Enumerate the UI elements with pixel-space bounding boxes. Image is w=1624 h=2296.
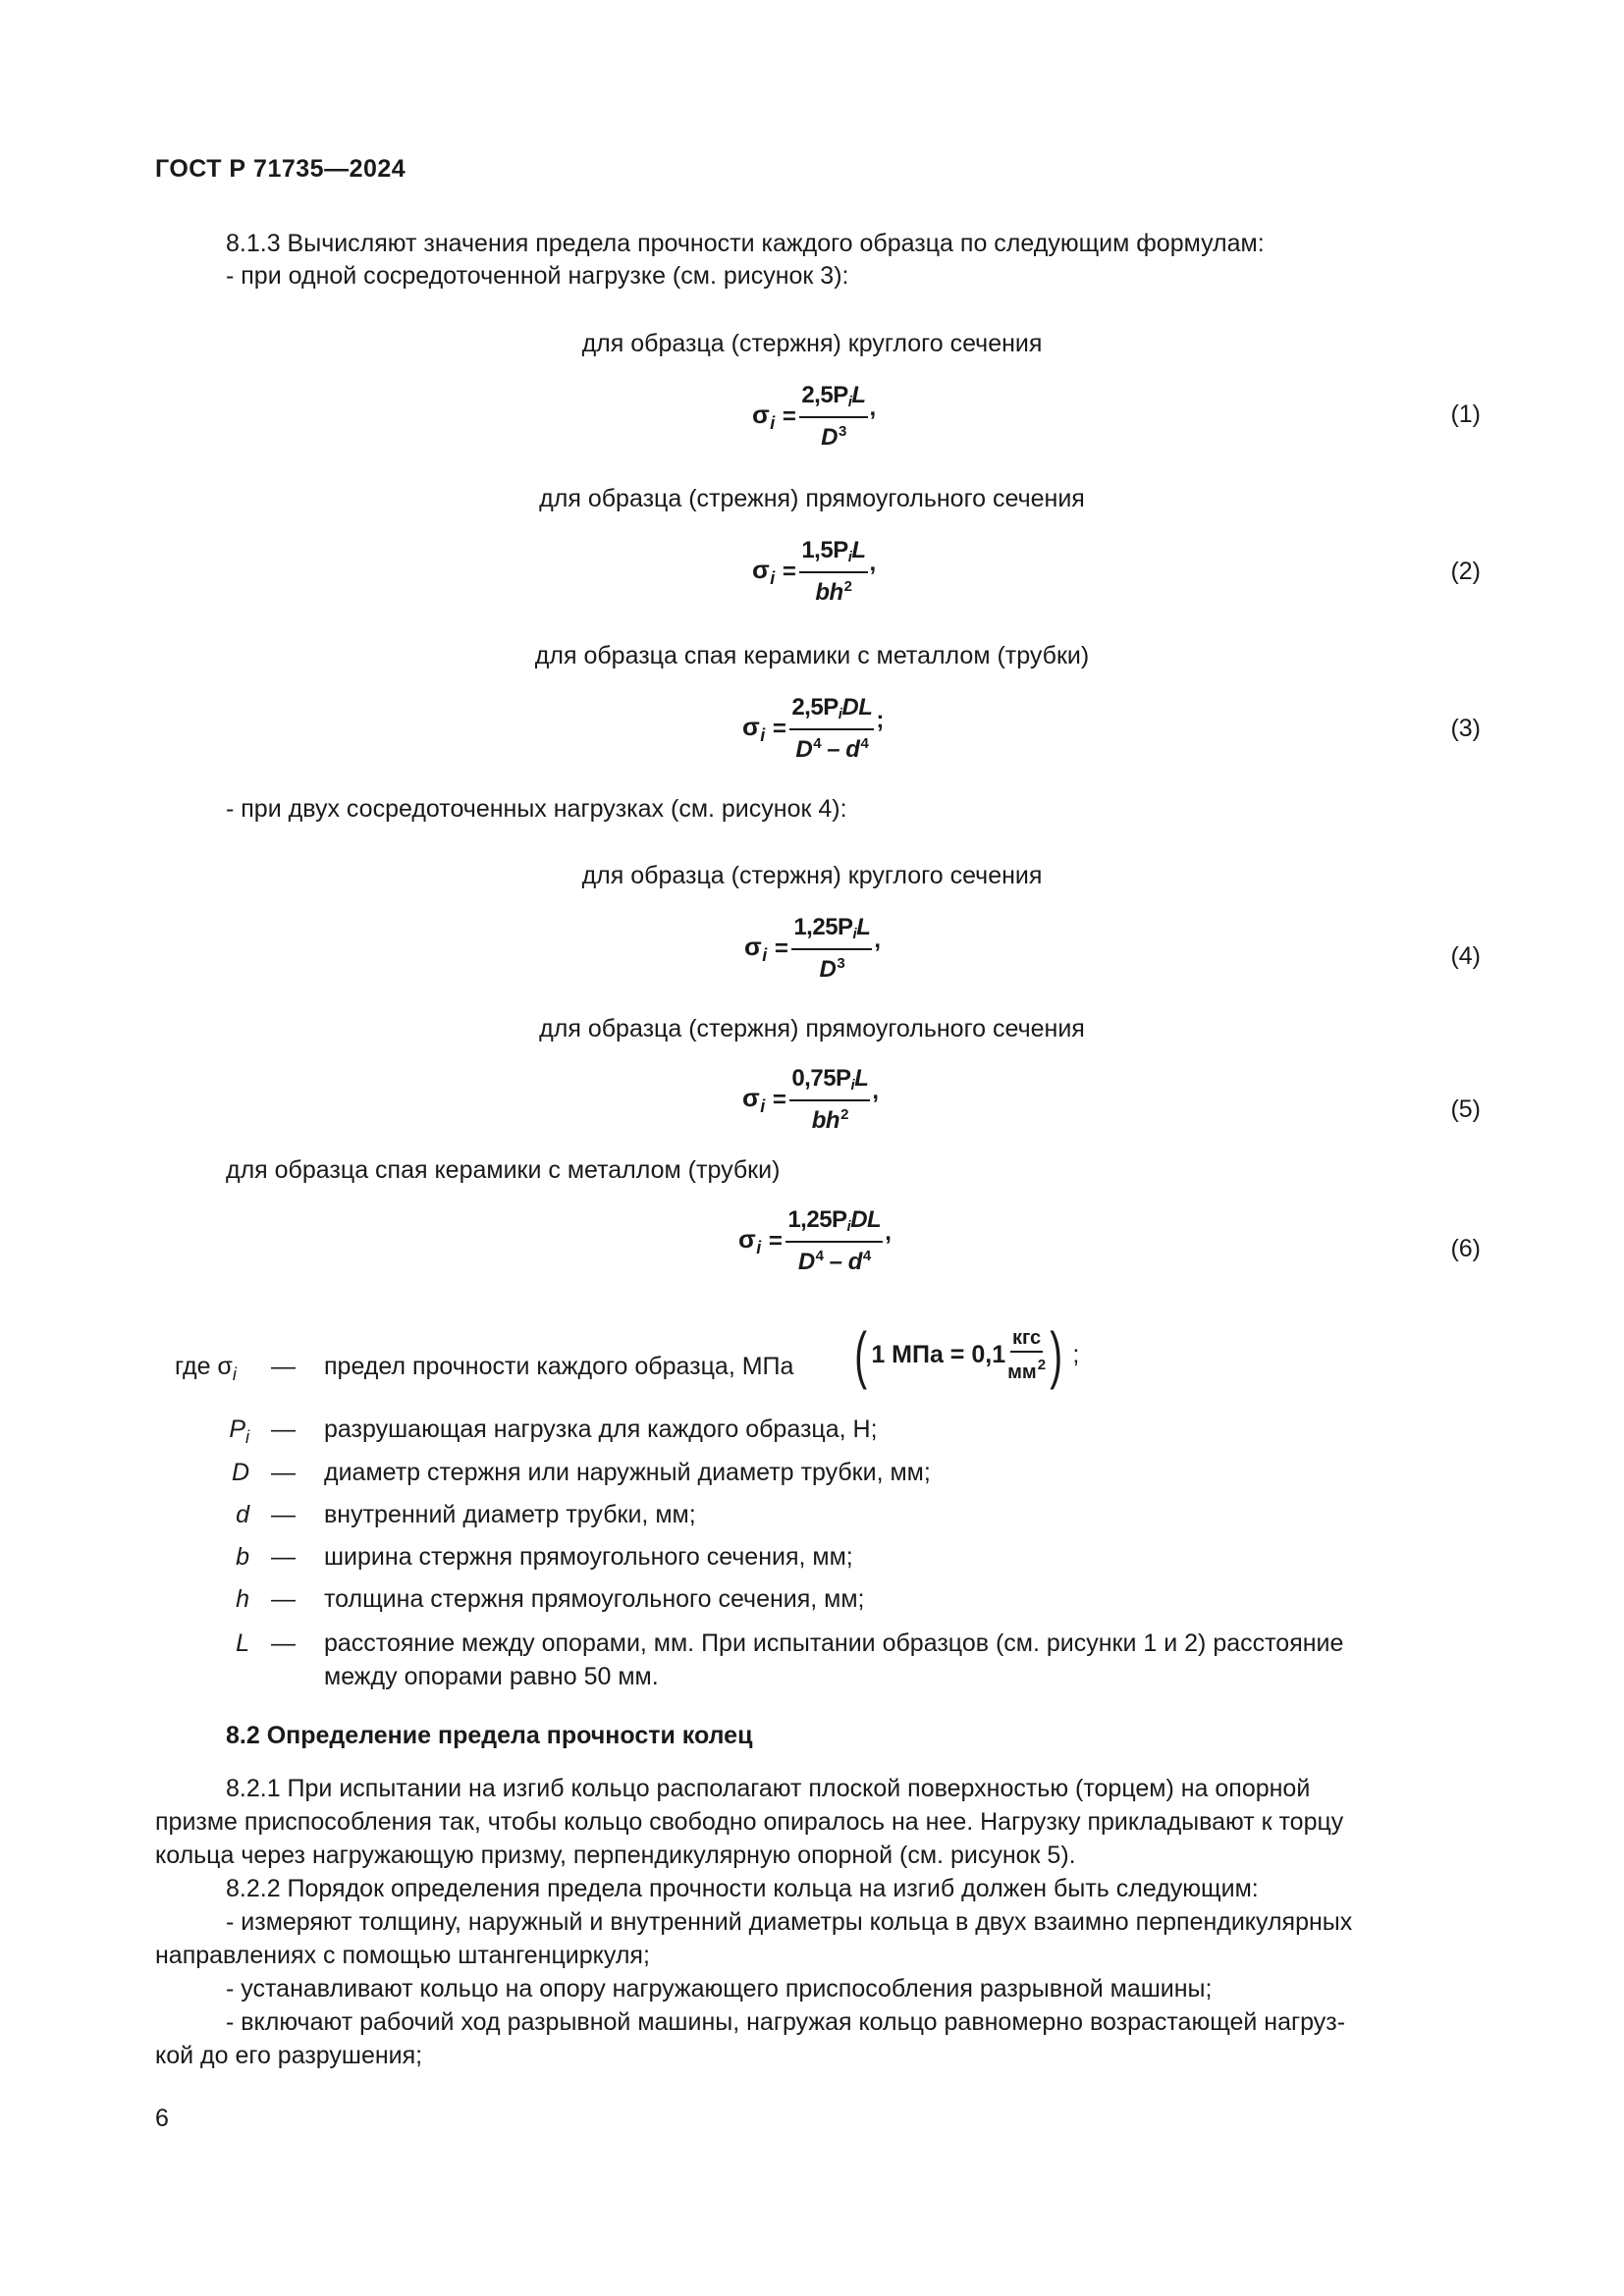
def-h: толщина стержня прямоугольного сечения, мм;	[324, 1585, 865, 1613]
where-sigma-def: предел прочности каждого образца, МПа	[324, 1353, 794, 1380]
formula-6-caption: для образца спая керамики с металлом (трубки)	[226, 1156, 781, 1184]
formula-1-caption: для образца (стержня) круглого сечения	[581, 330, 1043, 357]
formula-5: $\sigma_i$ = $\frac{0,75P_iL}{bh^2}$ ,	[742, 1065, 879, 1134]
symbol-d: d	[236, 1501, 249, 1528]
where-dash: —	[271, 1585, 296, 1613]
formula-2-number: (2)	[1450, 558, 1481, 585]
def-L-cont: между опорами равно 50 мм.	[324, 1663, 659, 1690]
p822: 8.2.2 Порядок определения предела прочности кольца на изгиб должен быть следующим:	[226, 1875, 1259, 1902]
doc-header: ГОСТ Р 71735—2024	[155, 155, 406, 183]
where-dash: —	[271, 1629, 296, 1657]
formula-5-caption: для образца (стержня) прямоугольного сечения	[539, 1015, 1085, 1042]
bullet3-line1: - включают рабочий ход разрывной машины, нагружая кольцо равномерно возрастающей нагруз-	[226, 2008, 1346, 2036]
bullet3-line2: кой до его разрушения;	[155, 2042, 423, 2069]
formula-6: $\sigma_i$ = $\frac{1,25P_iDL}{D^4 - d^4}$ ,	[738, 1206, 892, 1275]
formula-3-number: (3)	[1450, 715, 1481, 742]
where-dash: —	[271, 1501, 296, 1528]
formula-3-caption: для образца спая керамики с металлом (трубки)	[534, 642, 1090, 669]
def-P-i: разрушающая нагрузка для каждого образца, Н;	[324, 1415, 878, 1443]
where-lead: где $\sigma_i$	[175, 1353, 237, 1384]
formula-4-number: (4)	[1450, 942, 1481, 970]
bullet2: - устанавливают кольцо на опору нагружающего приспособления разрывной машины;	[226, 1975, 1213, 2002]
formula-1-number: (1)	[1450, 400, 1481, 428]
page-number: 6	[155, 2105, 169, 2132]
symbol-L: L	[236, 1629, 249, 1657]
symbol-h: h	[236, 1585, 249, 1613]
unit-conversion: ( 1 МПа = 0,1 $\frac{\text{кгс}}{мм^2}$ ) ;	[854, 1319, 1080, 1390]
bullet1-line1: - измеряют толщину, наружный и внутренний диаметры кольца в двух взаимно перпендикулярных	[226, 1908, 1353, 1936]
where-dash: —	[271, 1543, 296, 1571]
formula-2-caption: для образца (стрежня) прямоугольного сечения	[539, 485, 1085, 512]
p821-line1: 8.2.1 При испытании на изгиб кольцо располагают плоской поверхностью (торцем) на опорной	[226, 1775, 1311, 1802]
p821-line3: кольца через нагружающую призму, перпендикулярную опорной (см. рисунок 5).	[155, 1842, 1076, 1869]
symbol-P-i: $P_i$	[229, 1415, 249, 1447]
formula-1: $\sigma_i$ = $\frac{2,5P_iL}{D^3}$ ,	[752, 382, 876, 451]
formula-2: $\sigma_i$ = $\frac{1,5P_iL}{bh^2}$ ,	[752, 537, 876, 606]
bullet-single-load: - при одной сосредоточенной нагрузке (см. рисунок 3):	[226, 262, 849, 290]
symbol-b: b	[236, 1543, 249, 1571]
section-8-2-heading: 8.2 Определение предела прочности колец	[226, 1722, 753, 1749]
def-d: внутренний диаметр трубки, мм;	[324, 1501, 696, 1528]
p821-line2: призме приспособления так, чтобы кольцо свободно опиралось на нее. Нагрузку прикладывают к торцу	[155, 1808, 1344, 1836]
formula-5-number: (5)	[1450, 1095, 1481, 1123]
symbol-D: D	[231, 1459, 249, 1486]
def-b: ширина стержня прямоугольного сечения, мм;	[324, 1543, 853, 1571]
where-dash: —	[271, 1415, 296, 1443]
def-L: расстояние между опорами, мм. При испытании образцов (см. рисунки 1 и 2) расстояние	[324, 1629, 1344, 1657]
paragraph-8-1-3: 8.1.3 Вычисляют значения предела прочности каждого образца по следующим формулам:	[226, 230, 1265, 257]
bullet1-line2: направлениях с помощью штангенциркуля;	[155, 1942, 650, 1969]
formula-3: $\sigma_i$ = $\frac{2,5P_iDL}{D^4 - d^4}$ ;	[742, 694, 884, 763]
def-D: диаметр стержня или наружный диаметр трубки, мм;	[324, 1459, 931, 1486]
bullet-two-loads: - при двух сосредоточенных нагрузках (см. рисунок 4):	[226, 795, 847, 823]
formula-4: $\sigma_i$ = $\frac{1,25P_iL}{D^3}$ ,	[744, 914, 881, 983]
where-dash: —	[271, 1459, 296, 1486]
formula-4-caption: для образца (стержня) круглого сечения	[581, 862, 1043, 889]
where-dash-sigma: —	[271, 1353, 296, 1380]
formula-6-number: (6)	[1450, 1235, 1481, 1262]
